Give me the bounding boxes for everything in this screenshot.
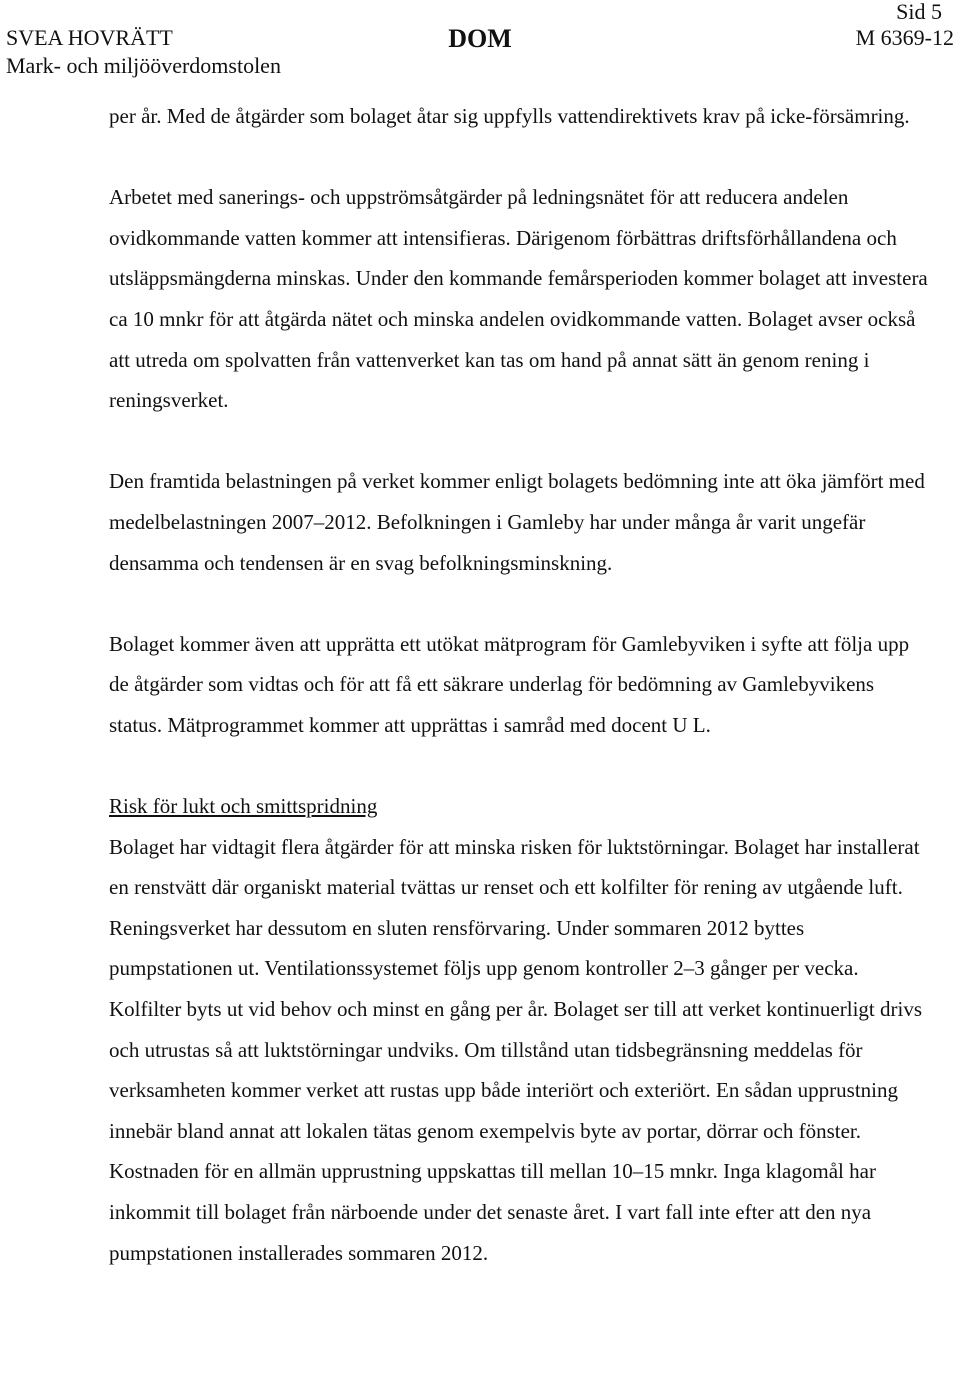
section-heading: Risk för lukt och smittspridning [109, 794, 378, 819]
court-name: SVEA HOVRÄTT [6, 25, 173, 50]
paragraph-4: Bolaget kommer även att upprätta ett utökat mätprogram för Gamlebyviken i syfte att följa upp de åtgärder som vidtas och för att få ett säkrare underlag för bedömning av Gamlebyvikens status. Mätprogrammet kommer att upprättas i samråd med docent U L. [109, 631, 910, 737]
subcourt-name: Mark- och miljööverdomstolen [6, 53, 281, 78]
document-type: DOM [448, 24, 512, 53]
section-paragraph: Bolaget har vidtagit flera åtgärder för att minska risken för luktstörningar. Bolaget har installerat en renstvätt där organiskt material tvättas ur renset och ett kolfilter för rening av utgående luft. Reningsverket har dessutom en sluten rensförvaring. Under sommaren 2012 byttes pumpstationen ut. Ventilationssystemet följs upp genom kontroller 2–3 gånger per vecka. Kolfilter byts ut vid behov och minst en gång per år. Bolaget ser till att verket kontinuerligt drivs och utrustas så att luktstörningar undviks. Om tillstånd utan tidsbegränsning meddelas för verksamheten kommer verket att rustas upp både interiört och exteriört. En sådan upprustning innebär bland annat att lokalen tätas genom exempelvis byte av portar, dörrar och fönster. Kostnaden för en allmän upprustning uppskattas till mellan 10–15 mnkr. Inga klagomål har inkommit till bolaget från närboende under det senaste året. I vart fall inte efter att den nya pumpstationen installerades sommaren 2012. [109, 834, 923, 1265]
page-number: Sid 5 [896, 0, 942, 24]
paragraph-2: Arbetet med sanerings- och uppströmsåtgärder på ledningsnätet för att reducera andelen ovidkommande vatten kommer att intensifieras. Därigenom förbättras driftsförhållandena och utsläppsmängderna minskas. Under den kommande femårsperioden kommer bolaget att investera ca 10 mnkr för att åtgärda nätet och minska andelen ovidkommande vatten. Bolaget avser också att utreda om spolvatten från vattenverket kan tas om hand på annat sätt än genom rening i reningsverket. [109, 185, 928, 413]
document-body [109, 96, 931, 1273]
paragraph-3: Den framtida belastningen på verket kommer enligt bolagets bedömning inte att öka jämfört med medelbelastningen 2007–2012. Befolkningen i Gamleby har under många år varit ungefär densamma och tendensen är en svag befolkningsminskning. [109, 469, 925, 575]
case-number: M 6369-12 [855, 25, 954, 50]
paragraph-1: per år. Med de åtgärder som bolaget åtar sig uppfylls vattendirektivets krav på icke-försämring. [109, 104, 910, 128]
